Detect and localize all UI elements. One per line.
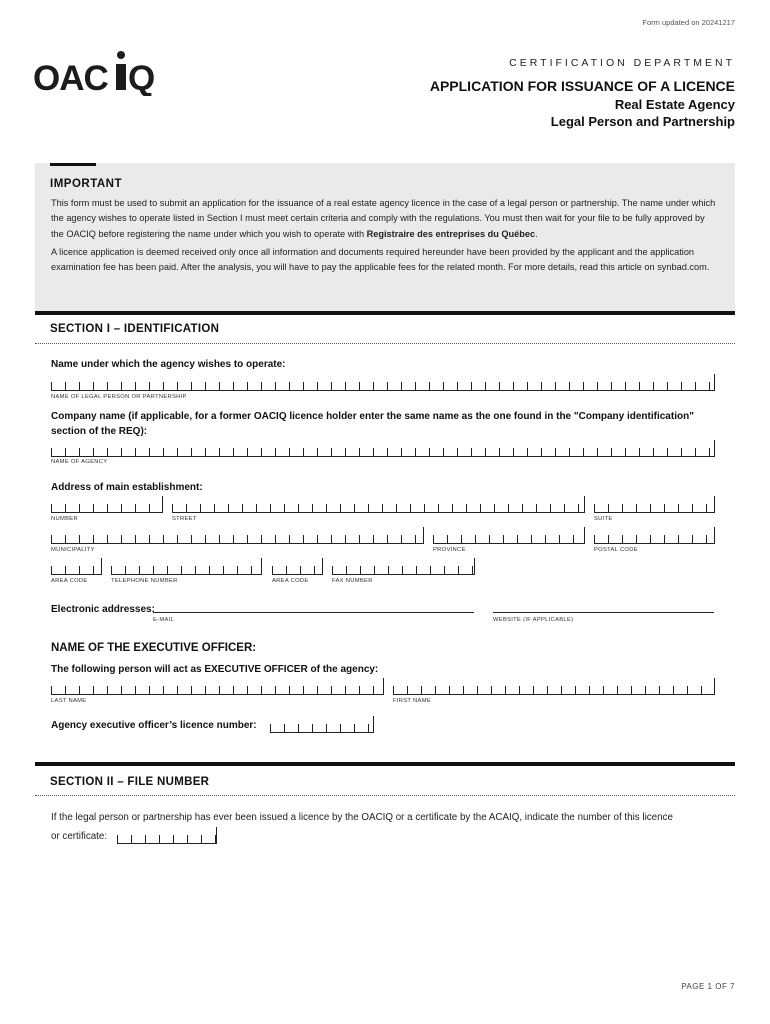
important-p1-end: . xyxy=(535,228,538,239)
area-code-caption-2: AREA CODE xyxy=(272,578,309,584)
oaciq-logo xyxy=(33,50,173,96)
svg-text:OAC: OAC xyxy=(33,59,108,96)
agency-name-input[interactable] xyxy=(51,440,715,457)
section1-heading: SECTION I – IDENTIFICATION xyxy=(50,323,220,335)
address-number-input[interactable] xyxy=(51,496,163,513)
last-name-input[interactable] xyxy=(51,678,384,695)
company-name-question: Company name (if applicable, for a former OACIQ licence holder enter the same name as the one found in the "Company identification" section of the REQ): xyxy=(51,411,694,437)
file-number-text-2: or certificate: xyxy=(51,831,108,842)
section2-heading: SECTION II – FILE NUMBER xyxy=(50,776,210,788)
province-caption: PROVINCE xyxy=(433,547,466,553)
section1-divider xyxy=(35,343,735,344)
street-caption: STREET xyxy=(172,516,197,522)
form-subtitle-legal: Legal Person and Partnership xyxy=(550,114,735,129)
executive-officer-question: The following person will act as EXECUTIVE OFFICER of the agency: xyxy=(51,664,379,675)
file-number-text: If the legal person or partnership has ever been issued a licence by the OACIQ or a certificate by the ACAIQ, indicate the number of this licence xyxy=(51,812,673,823)
important-heading: IMPORTANT xyxy=(50,178,123,190)
fax-number-input[interactable] xyxy=(332,558,475,575)
address-street-input[interactable] xyxy=(172,496,585,513)
first-name-input[interactable] xyxy=(393,678,715,695)
form-subtitle-agency: Real Estate Agency xyxy=(614,97,735,112)
number-caption: NUMBER xyxy=(51,516,78,522)
suite-caption: SUITE xyxy=(594,516,613,522)
municipality-caption: MUNICIPALITY xyxy=(51,547,95,553)
section1-bar xyxy=(35,311,735,315)
address-suite-input[interactable] xyxy=(594,496,715,513)
province-input[interactable] xyxy=(433,527,585,544)
svg-text:Q: Q xyxy=(128,59,156,96)
email-input[interactable] xyxy=(153,612,474,613)
important-p1-text: This form must be used to submit an application for the issuance of a real estate agency licence in the case of a legal person or partnership. The name under which the agency wishes to operate listed in Section I must meet certain criteria and comply with the regulations. You must then wait for your file to be fully approved by the OACIQ before registering the name under which you wish to operate with xyxy=(51,198,716,239)
phone-area-code-input[interactable] xyxy=(51,558,102,575)
important-accent-bar xyxy=(50,163,96,166)
agency-name-caption: NAME OF AGENCY xyxy=(51,459,108,465)
area-code-caption-1: AREA CODE xyxy=(51,578,88,584)
licence-number-label: Agency executive officer’s licence number: xyxy=(51,720,257,731)
important-paragraph-1 xyxy=(51,196,719,242)
electronic-addresses-label: Electronic addresses: xyxy=(51,604,155,615)
important-paragraph-2: A licence application is deemed received only once all information and documents required hereunder have been provided by the applicant and the application examination fee has been paid. After the analysis, you will have to pay the applicable fees for the related month. For more details, read this article on synbad.com. xyxy=(51,247,710,273)
website-caption: WEBSITE (IF APPLICABLE) xyxy=(493,617,574,623)
agency-name-question: Name under which the agency wishes to operate: xyxy=(51,359,286,370)
legal-name-caption: NAME OF LEGAL PERSON OR PARTNERSHIP xyxy=(51,394,187,400)
page-number: PAGE 1 OF 7 xyxy=(681,982,735,991)
telephone-number-input[interactable] xyxy=(111,558,262,575)
email-caption: E-MAIL xyxy=(153,617,175,623)
section2-bar xyxy=(35,762,735,766)
address-question: Address of main establishment: xyxy=(51,482,203,493)
website-input[interactable] xyxy=(493,612,714,613)
form-title: APPLICATION FOR ISSUANCE OF A LICENCE xyxy=(429,78,735,94)
fax-area-code-input[interactable] xyxy=(272,558,323,575)
important-p1-bold: Registraire des entreprises du Québec xyxy=(366,228,536,239)
section2-divider xyxy=(35,795,735,796)
last-name-caption: LAST NAME xyxy=(51,698,87,704)
postal-code-caption: POSTAL CODE xyxy=(594,547,638,553)
fax-caption: FAX NUMBER xyxy=(332,578,373,584)
first-name-caption: FIRST NAME xyxy=(393,698,431,704)
telephone-caption: TELEPHONE NUMBER xyxy=(111,578,178,584)
file-number-input[interactable] xyxy=(117,827,217,844)
legal-name-input[interactable] xyxy=(51,374,715,391)
department-label: CERTIFICATION DEPARTMENT xyxy=(509,57,735,69)
licence-number-input[interactable] xyxy=(270,716,374,733)
executive-officer-heading: NAME OF THE EXECUTIVE OFFICER: xyxy=(51,642,257,654)
municipality-input[interactable] xyxy=(51,527,424,544)
form-updated-date: Form updated on 20241217 xyxy=(642,18,735,27)
postal-code-input[interactable] xyxy=(594,527,715,544)
